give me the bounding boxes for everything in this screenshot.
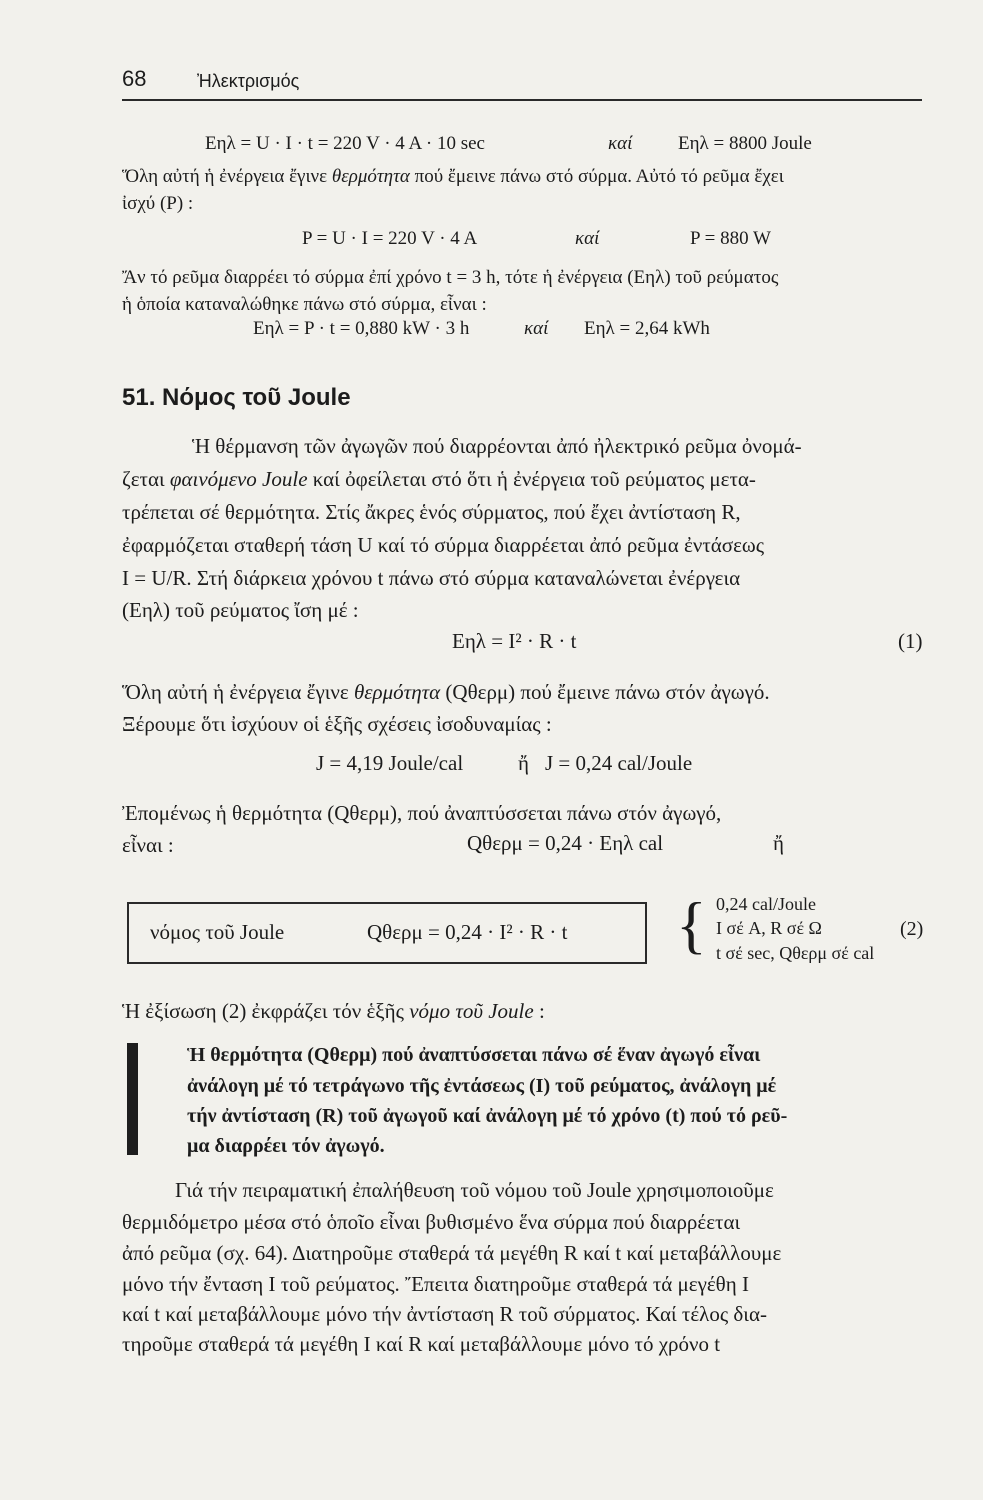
paragraph-line: (Eηλ) τοῦ ρεύματος ἴση μέ : <box>122 598 359 622</box>
paragraph-line: τρέπεται σέ θερμότητα. Στίς ἄκρες ἑνός σύρματος, πού ἔχει ἀντίσταση R, <box>122 500 741 524</box>
equation-conjunction: καί <box>575 228 600 249</box>
units-line: 0,24 cal/Joule <box>716 894 816 914</box>
law-box-equation: Qθερμ = 0,24 · I² · R · t <box>367 920 568 944</box>
units-line: I σέ A, R σέ Ω <box>716 918 822 938</box>
intro-line-3: Ἄν τό ρεῦμα διαρρέει τό σύρμα ἐπί χρόνο t = 3 h, τότε ἡ ἐνέργεια (Eηλ) τοῦ ρεύματος <box>122 267 779 288</box>
paragraph-line: εἶναι : <box>122 833 174 857</box>
page-number: 68 <box>122 66 147 91</box>
paragraph-line: ζεται φαινόμενο Joule καί ὀφείλεται στό ὅτι ἡ ἐνέργεια τοῦ ρεύματος μετα- <box>122 467 756 491</box>
equation-energy-1: Eηλ = U · I · t = 220 V · 4 A · 10 sec <box>205 133 485 154</box>
equation-energy-1-result: Eηλ = 8800 Joule <box>678 133 812 154</box>
equation-equivalence-2: J = 0,24 cal/Joule <box>545 751 693 775</box>
equation-equivalence-1: J = 4,19 Joule/cal <box>316 751 464 775</box>
section-heading: 51. Νόμος τοῦ Joule <box>122 384 351 411</box>
equation-conjunction: ἤ <box>518 751 529 775</box>
paragraph-line: Ὅλη αὐτή ἡ ἐνέργεια ἔγινε θερμότητα (Qθερμ) πού ἔμεινε πάνω στόν ἀγωγό. <box>122 680 770 704</box>
equation-conjunction: καί <box>608 133 633 154</box>
equation-heat: Qθερμ = 0,24 · Eηλ cal <box>467 831 664 855</box>
law-box-label: νόμος τοῦ Joule <box>150 920 285 944</box>
units-line: t σέ sec, Qθερμ σέ cal <box>716 943 875 963</box>
equation-energy-2-result: Eηλ = 2,64 kWh <box>584 318 710 339</box>
units-brace: { <box>676 889 707 960</box>
law-line: Ἡ θερμότητα (Qθερμ) πού ἀναπτύσσεται πάνω σέ ἕναν ἀγωγό εἶναι <box>187 1044 761 1066</box>
intro-line-1: Ὅλη αὐτή ἡ ἐνέργεια ἔγινε θερμότητα πού ἔμεινε πάνω στό σύρμα. Αὐτό τό ρεῦμα ἔχει <box>122 166 784 187</box>
paragraph-line: ἐφαρμόζεται σταθερή τάση U καί τό σύρμα διαρρέεται ἀπό ρεῦμα ἐντάσεως <box>122 533 765 557</box>
equation-energy-2: Eηλ = P · t = 0,880 kW · 3 h <box>253 318 470 339</box>
law-line: ἀνάλογη μέ τό τετράγωνο τῆς ἐντάσεως (I) τοῦ ρεύματος, ἀνάλογη μέ <box>187 1075 777 1097</box>
law-line: τήν ἀντίσταση (R) τοῦ ἀγωγοῦ καί ἀνάλογη μέ τό χρόνο (t) πού τό ρεῦ- <box>187 1105 788 1127</box>
paragraph-line: Ἐπομένως ἡ θερμότητα (Qθερμ), πού ἀναπτύσσεται πάνω στόν ἀγωγό, <box>122 801 722 825</box>
equation-number: (1) <box>898 629 923 653</box>
law-sidebar-bar <box>127 1043 138 1155</box>
paragraph-line: Γιά τήν πειραματική ἐπαλήθευση τοῦ νόμου τοῦ Joule χρησιμοποιοῦμε <box>175 1178 774 1202</box>
equation-power-result: P = 880 W <box>690 228 771 249</box>
paragraph-line: μόνο τήν ἔνταση I τοῦ ρεύματος. Ἔπειτα διατηροῦμε σταθερά τά μεγέθη I <box>122 1272 749 1296</box>
equation-conjunction: καί <box>524 318 549 339</box>
law-line: μα διαρρέει τόν ἀγωγό. <box>187 1135 385 1157</box>
paragraph-line: Ἡ θέρμανση τῶν ἀγωγῶν πού διαρρέονται ἀπό ἠλεκτρικό ρεῦμα ὀνομά- <box>192 434 802 458</box>
equation-conjunction: ἤ <box>773 831 784 855</box>
paragraph-line: Ξέρουμε ὅτι ἰσχύουν οἱ ἑξῆς σχέσεις ἰσοδυναμίας : <box>122 712 552 736</box>
header-rule <box>122 99 922 101</box>
equation-number: (2) <box>900 918 924 940</box>
paragraph-line: τηροῦμε σταθερά τά μεγέθη I καί R καί μεταβάλλουμε μόνο τό χρόνο t <box>122 1332 721 1356</box>
equation-power: P = U · I = 220 V · 4 A <box>302 228 478 249</box>
paragraph-line: θερμιδόμετρο μέσα στό ὁποῖο εἶναι βυθισμένο ἕνα σύρμα πού διαρρέεται <box>122 1210 741 1234</box>
paragraph-line: Ἡ ἐξίσωση (2) ἐκφράζει τόν ἑξῆς νόμο τοῦ Joule : <box>122 999 545 1023</box>
equation-joule-energy: Eηλ = I² · R · t <box>452 629 577 653</box>
paragraph-line: καί t καί μεταβάλλουμε μόνο τήν ἀντίσταση R τοῦ σύρματος. Καί τέλος δια- <box>122 1302 767 1326</box>
intro-line-4: ἡ ὁποία καταναλώθηκε πάνω στό σύρμα, εἶναι : <box>122 294 487 315</box>
paragraph-line: ἀπό ρεῦμα (σχ. 64). Διατηροῦμε σταθερά τά μεγέθη R καί t καί μεταβάλλουμε <box>122 1241 782 1265</box>
running-title: Ἠλεκτρισμός <box>197 71 300 91</box>
intro-line-2: ἰσχύ (P) : <box>122 193 194 214</box>
paragraph-line: I = U/R. Στή διάρκεια χρόνου t πάνω στό σύρμα καταναλώνεται ἐνέργεια <box>122 566 741 590</box>
